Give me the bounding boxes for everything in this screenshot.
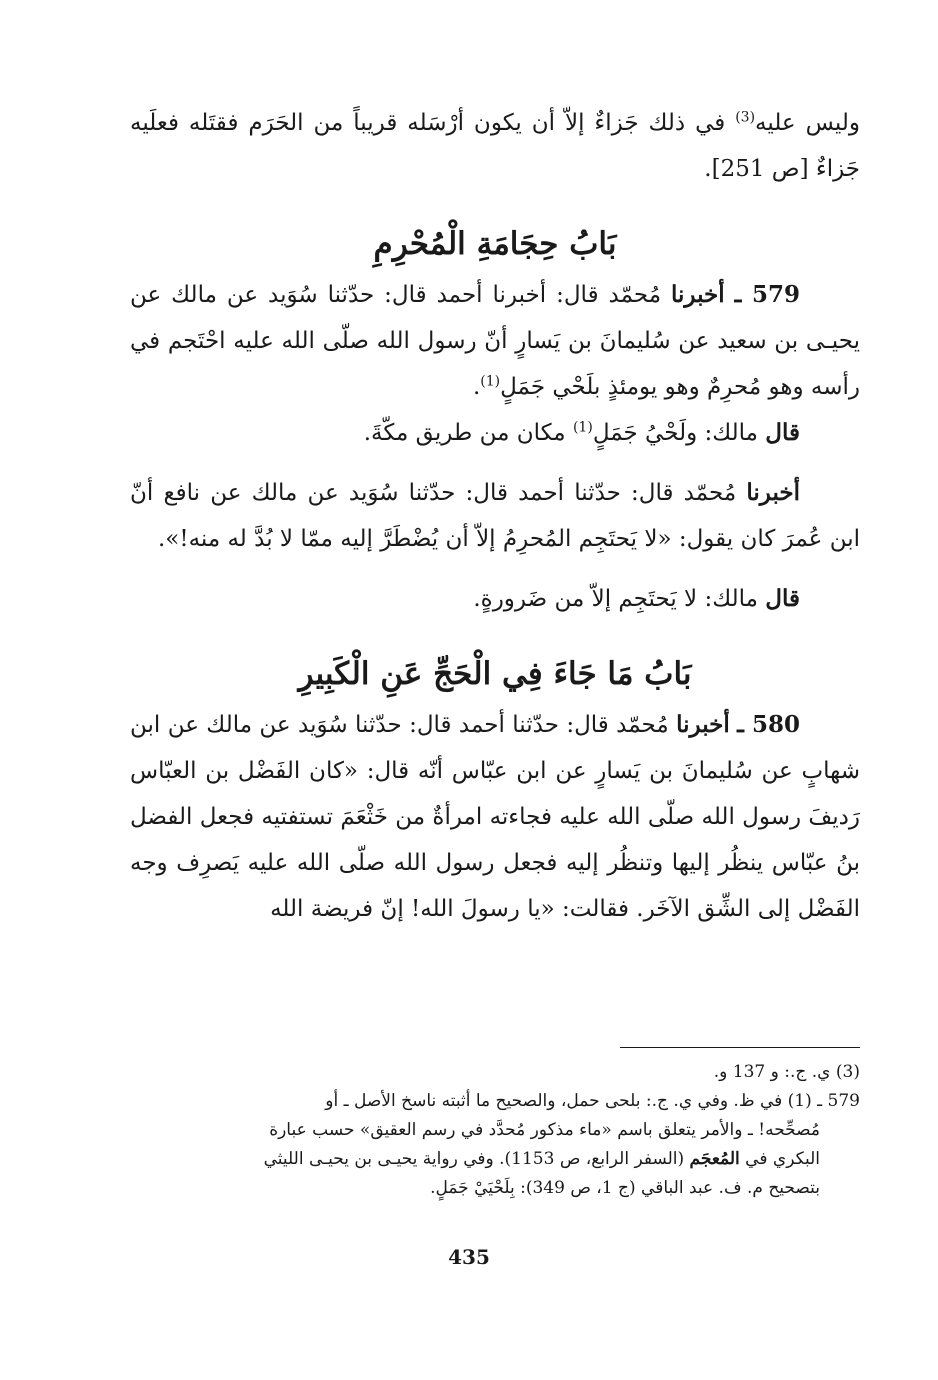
narration-keyword: أخبرنا — [746, 479, 800, 506]
hadith-number: 580 ـ — [737, 711, 800, 738]
footnote-579-line-3 — [130, 1145, 860, 1174]
footnote-579-line-1: 579 ـ (1) في ظ. وفي ي. ج.: بلحى حمل، والصحيح ما أثبته ناسخ الأصل ـ أو — [325, 1091, 860, 1111]
footnote-divider — [620, 1047, 860, 1048]
book-title: المُعجَم — [689, 1149, 740, 1169]
continuation-paragraph — [130, 100, 860, 192]
narration-keyword: أخبرنا — [676, 711, 730, 738]
said-keyword: قال — [765, 585, 800, 612]
paragraph-text: مكان من طريق مكّةَ. — [363, 420, 573, 446]
page-number: 435 — [448, 1245, 490, 1269]
malik-comment-2 — [130, 576, 860, 622]
hadith-580 — [130, 702, 860, 932]
paragraph-text: مُحمّد قال: حدّثنا أحمد قال: حدّثنا سُوَيد عن مالك عن ابن شهابٍ عن سُليمانَ بن يَسارٍ عن ابن عبّاس أنّه قال: «كان الفَضْل بن العبّاس رَديفَ رسول الله صلّى الله عليه فجاءته امرأةٌ من خَثْعَمَ تستفتيه فجعل الفضل بنُ عبّاس ينظُر إليها وتنظُر إليه فجعل رسول الله صلّى الله عليه يَصرِف وجه الفَضْل إلى الشِّق الآخَر. فقالت: «يا رسولَ الله! إنّ فريضة الله — [130, 712, 860, 922]
said-keyword: قال — [765, 419, 800, 446]
footnote-579-line-2: مُصحِّحه! ـ والأمر يتعلق باسم «ماء مذكور مُحدَّد في رسم العقيق» حسب عبارة — [269, 1120, 820, 1140]
hadith-579 — [130, 272, 860, 410]
paragraph-text: في ذلك جَزاءٌ إلاّ أن يكون أرْسَله قريباً من الحَرَم فقتَله فعلَيه جَزاءٌ [ص 251]. — [130, 110, 860, 182]
footnote-ref[interactable]: (3) — [735, 109, 756, 126]
paragraph-text: مُحمّد قال: أخبرنا أحمد قال: حدّثنا سُوَيد عن مالك عن يحيـى بن سعيد عن سُليمانَ بن يَسارٍ أنّ رسول الله صلّى الله عليه احْتَجم في رأسه وهو مُحرِمٌ وهو يومئذٍ بلَحْي جَمَلٍ — [130, 282, 860, 400]
chapter-heading-cupping: بَابُ حِجَامَةِ الْمُحْرِمِ — [373, 226, 617, 262]
page-body — [130, 100, 860, 1198]
hadith-ibn-umar — [130, 470, 860, 562]
footnote-579-line-4: بتصحيح م. ف. عبد الباقي (ج 1، ص 349): بِلَحْيَيْ جَمَلٍ. — [430, 1178, 820, 1198]
footnote-ref[interactable]: (1) — [480, 373, 501, 390]
hadith-number: 579 ـ — [734, 281, 801, 308]
paragraph-text: مالك: ولَحْيُ جَمَلٍ — [592, 420, 766, 446]
chapter-heading-hajj-elderly: بَابُ مَا جَاءَ فِي الْحَجِّ عَنِ الْكَبِيرِ — [298, 656, 692, 692]
footnote-3: (3) ي. ج.: و 137 و. — [713, 1062, 860, 1082]
paragraph-text: وليس عليه — [755, 110, 860, 136]
footnotes — [130, 1058, 860, 1203]
narration-keyword: أخبرنا — [671, 281, 725, 308]
paragraph-text: مُحمّد قال: حدّثنا أحمد قال: حدّثنا سُوَيد عن مالك عن نافع أنّ ابن عُمرَ كان يقول: «لا يَحتَجِم المُحرِمُ إلاّ أن يُضْطَرَّ إليه ممّا لا بُدَّ له منه!». — [130, 480, 860, 552]
footnote-ref[interactable]: (1) — [572, 419, 593, 436]
paragraph-text: . — [472, 374, 481, 400]
malik-comment-1 — [130, 410, 860, 456]
footnote-text: (السفر الرابع، ص 1153). وفي رواية يحيـى بن يحيـى الليثي — [263, 1149, 690, 1169]
footnote-text: البكري في — [739, 1149, 820, 1169]
paragraph-text: مالك: لا يَحتَجِم إلاّ من ضَرورةٍ. — [473, 586, 766, 612]
